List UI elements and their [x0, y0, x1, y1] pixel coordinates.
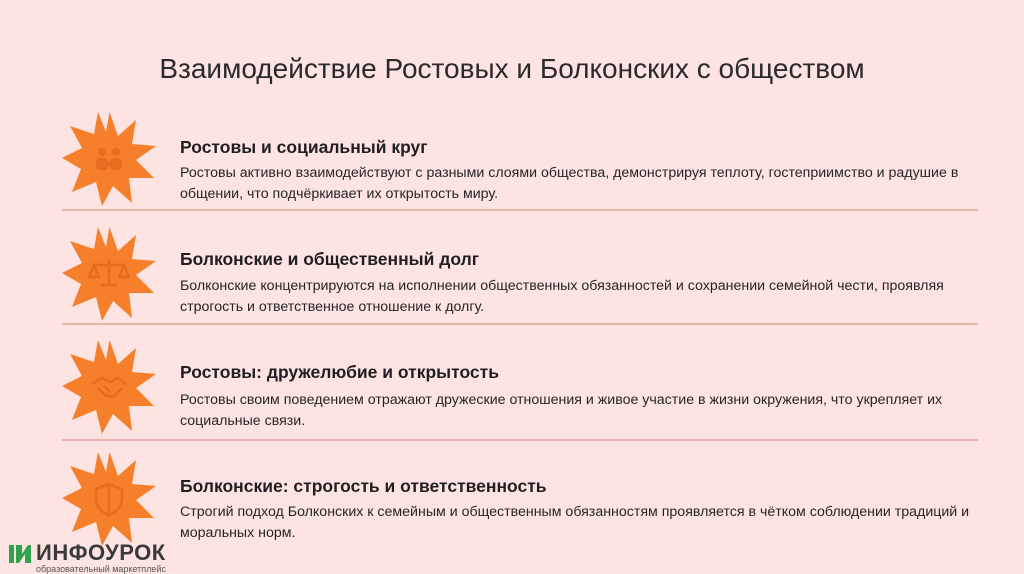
item-text: Строгий подход Болконских к семейным и общественным обязанностям проявляется в чётком соблюдении традиций и моральных норм.: [180, 504, 970, 541]
divider: [62, 323, 978, 325]
item-heading: Болконские и общественный долг: [180, 249, 480, 269]
infourok-logo: [8, 540, 208, 574]
divider: [62, 439, 978, 441]
star-badge: [58, 446, 161, 549]
star-badge: [58, 221, 161, 324]
item-text: Ростовы активно взаимодействуют с разными слоями общества, демонстрируя теплоту, гостеприимство и радушие в общении, что подчёркивает их открытость миру.: [180, 165, 959, 202]
scales-icon: [58, 221, 161, 324]
item-heading: Ростовы: дружелюбие и открытость: [180, 362, 499, 382]
logo-name: ИНФОУРОК: [36, 540, 166, 565]
handshake-icon: [58, 334, 161, 437]
item-text: Болконские концентрируются на исполнении общественных обязанностей и сохранении семейной чести, проявляя строгость и ответственное отношение к долгу.: [180, 278, 944, 315]
logo-subtitle: образовательный маркетплейс: [36, 564, 166, 574]
people-icon: [58, 106, 161, 209]
star-badge: [58, 334, 161, 437]
item-heading: Болконские: строгость и ответственность: [180, 476, 547, 496]
item-text: Ростовы своим поведением отражают дружеские отношения и живое участие в жизни окружения, что укрепляет их социальные связи.: [180, 392, 943, 429]
shield-icon: [58, 446, 161, 549]
page-title: Взаимодействие Ростовых и Болконских с обществом: [159, 53, 865, 84]
book-logo-icon: [8, 542, 32, 566]
star-badge: [58, 106, 161, 209]
item-heading: Ростовы и социальный круг: [180, 137, 428, 157]
divider: [62, 209, 978, 211]
